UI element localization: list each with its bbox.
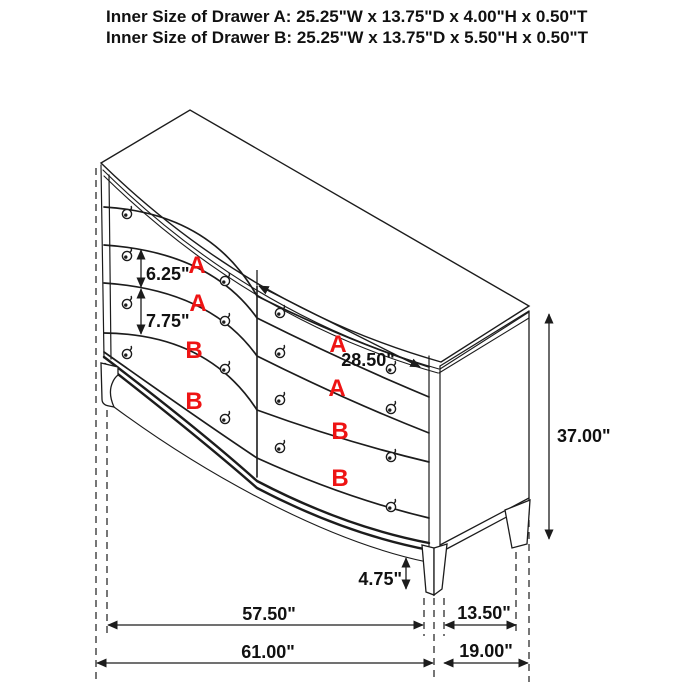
legs bbox=[101, 363, 530, 595]
right-corner-post bbox=[429, 356, 440, 551]
dim-label-leg-height: 4.75" bbox=[358, 569, 402, 589]
drawer-letter-right-1: A bbox=[329, 331, 347, 358]
drawer-letter-right-2: A bbox=[328, 375, 346, 402]
inner-size-drawer-a-text: Inner Size of Drawer A: 25.25"W x 13.75"D x 4.00"H x 0.50"T bbox=[106, 7, 588, 26]
dim-label-drawer-a-height: 6.25" bbox=[146, 264, 190, 284]
dim-label-side-depth-inner: 13.50" bbox=[457, 603, 511, 623]
dim-label-total-depth: 19.00" bbox=[459, 641, 513, 661]
inner-size-drawer-b-text: Inner Size of Drawer B: 25.25"W x 13.75"D x 5.50"H x 0.50"T bbox=[106, 28, 589, 47]
back-right-leg bbox=[505, 500, 530, 548]
dim-label-drawer-b-height: 7.75" bbox=[146, 311, 190, 331]
dim-label-front-width-inner: 57.50" bbox=[242, 604, 296, 624]
drawer-letter-right-3: B bbox=[331, 418, 349, 445]
drawer-letter-left-1: A bbox=[188, 252, 206, 279]
drawer-letter-left-2: A bbox=[189, 290, 207, 317]
drawer-letter-left-4: B bbox=[185, 388, 203, 415]
front-left-leg bbox=[101, 363, 118, 407]
dim-label-half-width: 28.50" bbox=[341, 350, 395, 370]
drawer-letter-right-4: B bbox=[331, 465, 349, 492]
front-right-leg-side-face bbox=[434, 544, 447, 595]
dim-label-total-width: 61.00" bbox=[241, 642, 295, 662]
dim-label-total-height: 37.00" bbox=[557, 426, 611, 446]
front-right-leg-front-face bbox=[422, 545, 434, 595]
left-corner-post bbox=[101, 165, 111, 359]
dresser-body bbox=[101, 110, 530, 595]
drawer-letter-left-3: B bbox=[185, 337, 203, 364]
